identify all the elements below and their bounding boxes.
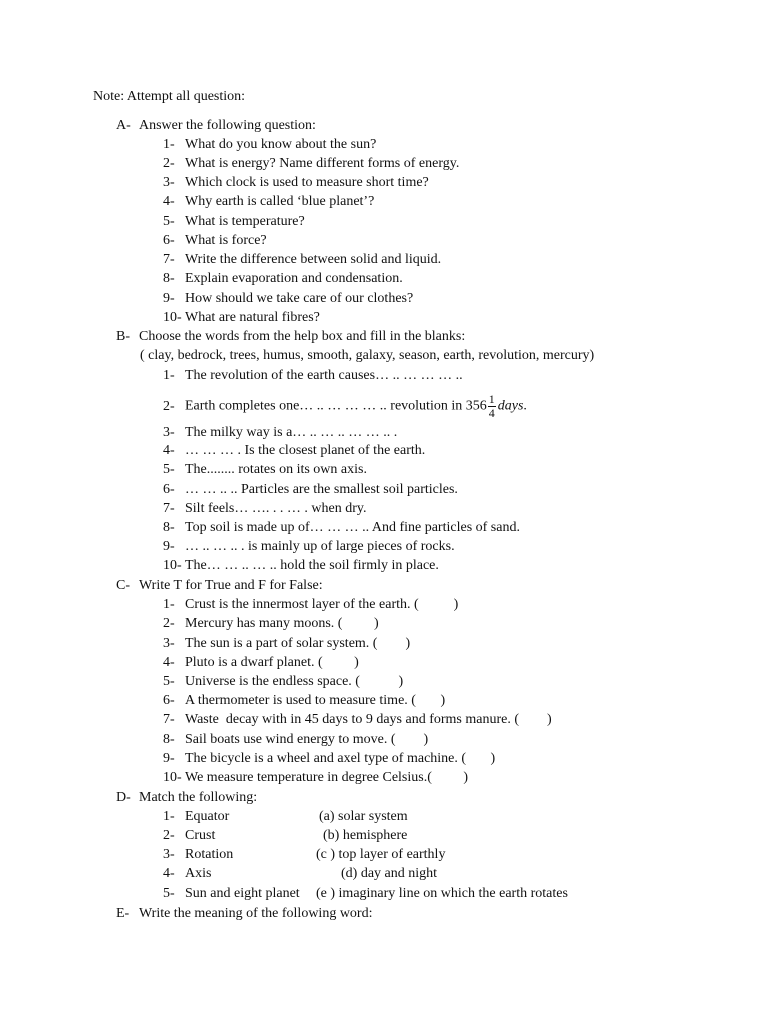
question-item bbox=[163, 250, 441, 269]
days-unit: days bbox=[497, 398, 524, 414]
fraction-denominator: 4 bbox=[488, 406, 495, 420]
item-text: Silt feels… …. . . … . when dry. bbox=[185, 501, 367, 516]
item-number: 9- bbox=[163, 291, 175, 306]
item-text: … … .. .. Particles are the smallest soil particles. bbox=[185, 482, 458, 497]
item-number: 5- bbox=[163, 674, 175, 689]
fill-blank-item bbox=[163, 460, 367, 479]
fill-blank-item bbox=[163, 556, 439, 575]
item-text: What is force? bbox=[185, 233, 267, 248]
section-c-heading bbox=[116, 576, 323, 595]
item-text: How should we take care of our clothes? bbox=[185, 291, 414, 306]
item-text: Earth completes one… .. … … … .. revolution in 356 bbox=[185, 398, 487, 414]
item-text: A thermometer is used to measure time. ( ) bbox=[185, 693, 446, 708]
match-item bbox=[163, 845, 445, 864]
true-false-item bbox=[163, 710, 552, 729]
question-item bbox=[163, 212, 305, 231]
item-number: 10- bbox=[163, 310, 182, 325]
fraction-numerator: 1 bbox=[488, 392, 495, 406]
match-option: (e ) imaginary line on which the earth rotates bbox=[316, 886, 568, 901]
match-option: (b) hemisphere bbox=[323, 828, 408, 843]
section-a-title: Answer the following question: bbox=[139, 118, 316, 133]
help-box: ( clay, bedrock, trees, humus, smooth, galaxy, season, earth, revolution, mercury) bbox=[140, 348, 595, 363]
item-number: 3- bbox=[163, 175, 175, 190]
true-false-item bbox=[163, 634, 410, 653]
true-false-item bbox=[163, 691, 445, 710]
item-number: 10- bbox=[163, 770, 182, 785]
item-number: 4- bbox=[163, 443, 175, 458]
item-number: 3- bbox=[163, 636, 175, 651]
item-number: 4- bbox=[163, 655, 175, 670]
item-number: 5- bbox=[163, 214, 175, 229]
section-b-letter: B- bbox=[116, 329, 130, 344]
item-text: What is temperature? bbox=[185, 214, 305, 229]
question-item bbox=[163, 154, 459, 173]
item-text: What do you know about the sun? bbox=[185, 137, 377, 152]
item-text: What are natural fibres? bbox=[185, 310, 320, 325]
item-number: 1- bbox=[163, 809, 175, 824]
true-false-item bbox=[163, 614, 379, 633]
item-number: 6- bbox=[163, 233, 175, 248]
item-number: 8- bbox=[163, 520, 175, 535]
fill-blank-item bbox=[163, 480, 458, 499]
item-number: 1- bbox=[163, 368, 175, 383]
item-text: Crust is the innermost layer of the earth. ( ) bbox=[185, 597, 459, 612]
match-option: (a) solar system bbox=[319, 809, 408, 824]
section-d-title: Match the following: bbox=[139, 790, 258, 805]
item-text: The revolution of the earth causes… .. … … … .. bbox=[185, 368, 463, 383]
section-d-heading bbox=[116, 788, 257, 807]
question-item bbox=[163, 308, 320, 327]
match-term: Axis bbox=[185, 866, 212, 881]
fill-blank-item bbox=[163, 537, 455, 556]
item-text: Mercury has many moons. ( ) bbox=[185, 616, 379, 631]
true-false-item bbox=[163, 672, 403, 691]
match-item bbox=[163, 864, 437, 883]
item-number: 7- bbox=[163, 252, 175, 267]
item-text: Top soil is made up of… … … .. And fine particles of sand. bbox=[185, 520, 520, 535]
question-item bbox=[163, 289, 413, 308]
note-line: Note: Attempt all question: bbox=[93, 89, 246, 104]
item-number: 2- bbox=[163, 398, 175, 414]
fill-blank-item bbox=[163, 423, 397, 442]
match-item bbox=[163, 826, 407, 845]
item-number: 6- bbox=[163, 482, 175, 497]
true-false-item bbox=[163, 768, 468, 787]
item-number: 1- bbox=[163, 137, 175, 152]
item-number: 2- bbox=[163, 828, 175, 843]
item-number: 3- bbox=[163, 847, 175, 862]
question-item bbox=[163, 173, 429, 192]
fraction bbox=[488, 393, 496, 420]
item-number: 7- bbox=[163, 501, 175, 516]
item-number: 9- bbox=[163, 539, 175, 554]
true-false-item bbox=[163, 653, 359, 672]
true-false-item bbox=[163, 595, 458, 614]
item-text: The sun is a part of solar system. ( ) bbox=[185, 636, 411, 651]
item-number: 6- bbox=[163, 693, 175, 708]
true-false-item bbox=[163, 730, 428, 749]
item-text: Which clock is used to measure short time? bbox=[185, 175, 429, 190]
item-text: … .. … .. . is mainly up of large pieces of rocks. bbox=[185, 539, 455, 554]
question-item bbox=[163, 269, 403, 288]
question-item bbox=[163, 231, 267, 250]
item-text: The… … .. … .. hold the soil firmly in place. bbox=[185, 558, 439, 573]
question-item bbox=[163, 192, 374, 211]
item-text: The milky way is a… .. … .. … … .. . bbox=[185, 425, 398, 440]
match-option: (c ) top layer of earthly bbox=[316, 847, 446, 862]
item-number: 10- bbox=[163, 558, 182, 573]
match-term: Crust bbox=[185, 828, 216, 843]
item-text: The bicycle is a wheel and axel type of machine. ( ) bbox=[185, 751, 496, 766]
match-item bbox=[163, 807, 408, 826]
item-text: Waste decay with in 45 days to 9 days and forms manure. ( ) bbox=[185, 712, 552, 727]
section-d-letter: D- bbox=[116, 790, 131, 805]
item-number: 2- bbox=[163, 156, 175, 171]
item-text: Write the difference between solid and liquid. bbox=[185, 252, 442, 267]
item-text: What is energy? Name different forms of energy. bbox=[185, 156, 460, 171]
item-number: 8- bbox=[163, 271, 175, 286]
section-b-title: Choose the words from the help box and fill in the blanks: bbox=[139, 329, 466, 344]
fill-blank-item bbox=[163, 366, 463, 385]
item-text: We measure temperature in degree Celsius.( ) bbox=[185, 770, 469, 785]
item-number: 5- bbox=[163, 462, 175, 477]
item-number: 1- bbox=[163, 597, 175, 612]
section-b-heading bbox=[116, 327, 465, 346]
item-text: … … … . Is the closest planet of the earth. bbox=[185, 443, 426, 458]
item-number: 3- bbox=[163, 425, 175, 440]
item-number: 9- bbox=[163, 751, 175, 766]
match-term: Rotation bbox=[185, 847, 234, 862]
item-text: Pluto is a dwarf planet. ( ) bbox=[185, 655, 359, 670]
match-term: Equator bbox=[185, 809, 230, 824]
item-number: 7- bbox=[163, 712, 175, 727]
fill-blank-item bbox=[163, 518, 520, 537]
fill-blank-item bbox=[163, 441, 425, 460]
fill-blank-item bbox=[163, 499, 366, 518]
question-item bbox=[163, 135, 376, 154]
section-a-heading bbox=[116, 116, 316, 135]
section-c-title: Write T for True and F for False: bbox=[139, 578, 323, 593]
item-text: The........ rotates on its own axis. bbox=[185, 462, 367, 477]
match-term: Sun and eight planet bbox=[185, 886, 300, 901]
match-item bbox=[163, 884, 568, 903]
item-end: . bbox=[523, 398, 527, 414]
item-text: Universe is the endless space. ( ) bbox=[185, 674, 404, 689]
section-e-letter: E- bbox=[116, 906, 130, 921]
section-e-title: Write the meaning of the following word: bbox=[139, 906, 373, 921]
true-false-item bbox=[163, 749, 495, 768]
match-option: (d) day and night bbox=[341, 866, 438, 881]
item-number: 4- bbox=[163, 194, 175, 209]
item-text: Why earth is called ‘blue planet’? bbox=[185, 194, 375, 209]
item-number: 8- bbox=[163, 732, 175, 747]
item-text: Explain evaporation and condensation. bbox=[185, 271, 403, 286]
item-number: 5- bbox=[163, 886, 175, 901]
section-c-letter: C- bbox=[116, 578, 130, 593]
section-a-letter: A- bbox=[116, 118, 131, 133]
item-number: 4- bbox=[163, 866, 175, 881]
fill-blank-item bbox=[163, 392, 527, 420]
item-number: 2- bbox=[163, 616, 175, 631]
section-e-heading bbox=[116, 904, 373, 923]
item-text: Sail boats use wind energy to move. ( ) bbox=[185, 732, 429, 747]
